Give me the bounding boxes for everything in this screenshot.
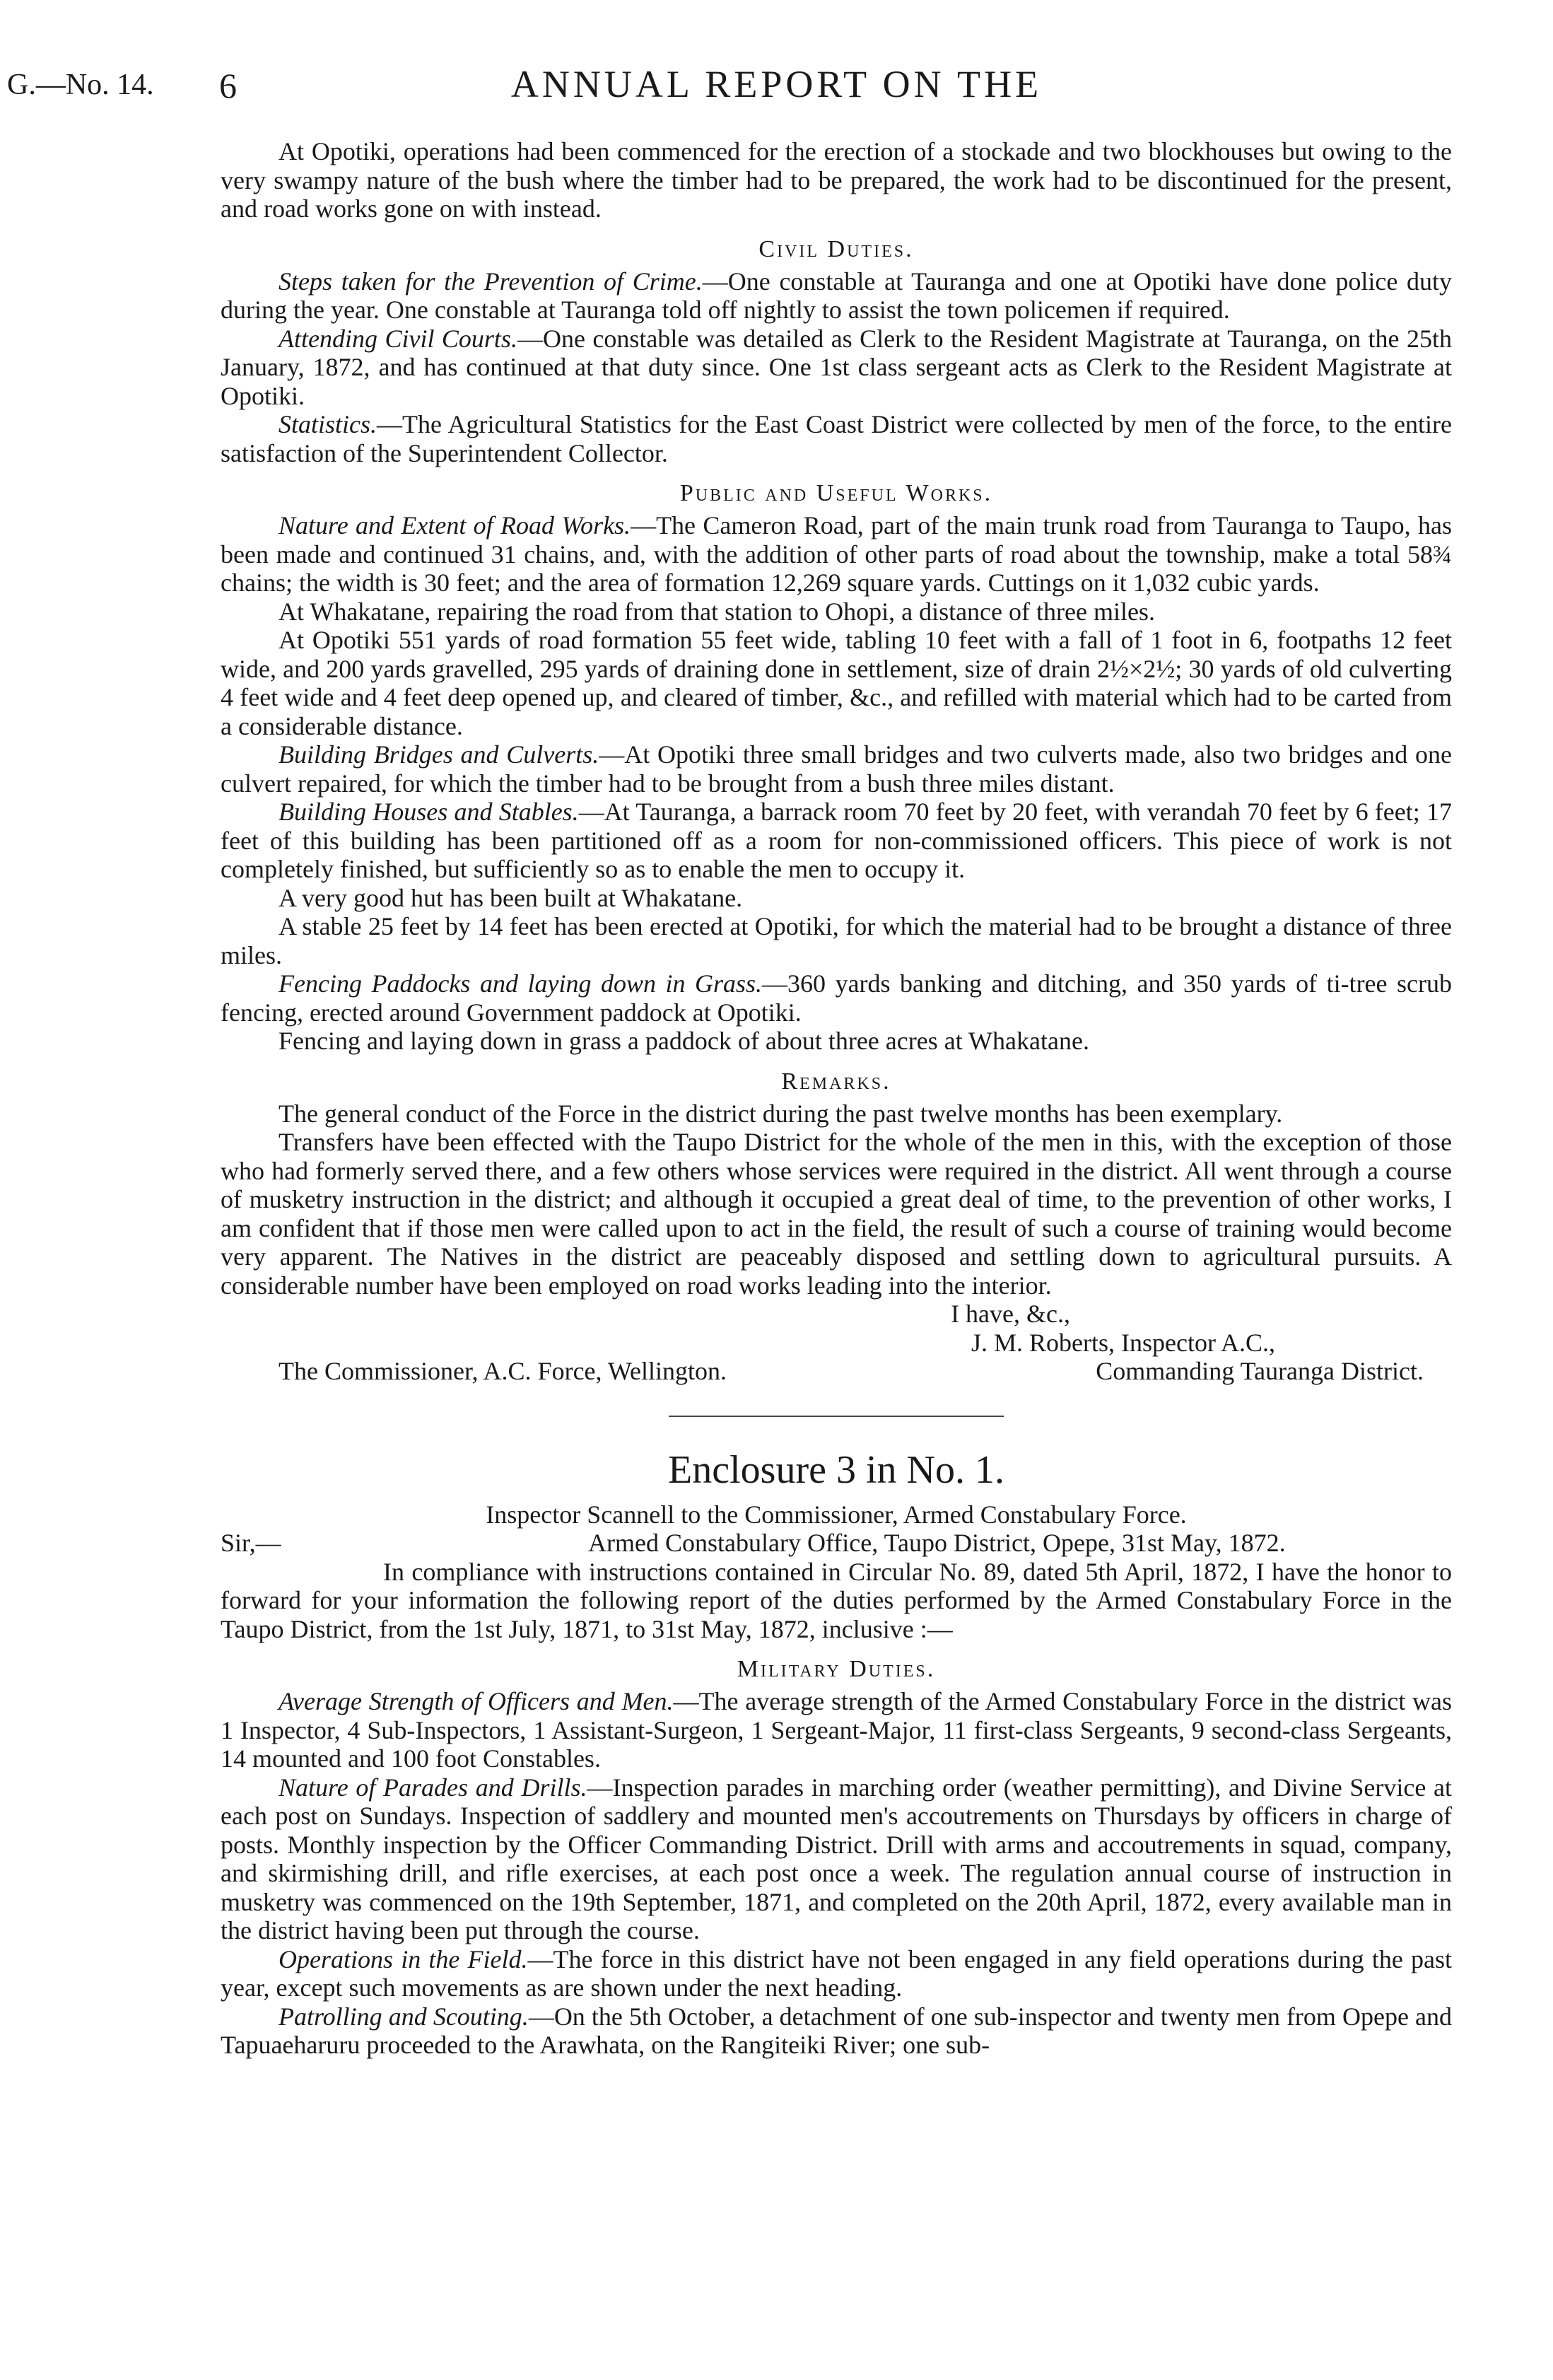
running-title: ANNUAL REPORT ON THE — [510, 63, 1043, 105]
field-operations-paragraph: Operations in the Field.—The force in this district have not been engaged in any field operations during the past year, except such movements as are shown under the next heading. — [221, 1944, 1452, 2002]
hut-paragraph: A very good hut has been built at Whakatane. — [279, 883, 743, 912]
public-works-heading: Public and Useful Works. — [679, 480, 993, 506]
paragraph-label: Building Houses and Stables. — [279, 798, 579, 826]
paragraph-label: Operations in the Field. — [279, 1944, 528, 1973]
document-reference: G.—No. 14. — [7, 69, 154, 101]
paragraph-label: Building Bridges and Culverts. — [279, 740, 599, 769]
dateline-row — [221, 1529, 1452, 1558]
enclosure-subtitle: Inspector Scannell to the Commissioner, Armed Constabulary Force. — [486, 1500, 1187, 1529]
report-body — [221, 137, 1452, 2060]
opotiki-road-paragraph: At Opotiki 551 yards of road formation 55 feet wide, tabling 10 feet with a fall of 1 foot in 6, footpaths 12 feet wide, and 200 yards gravelled, 295 yards of draining done in settlement, size of drain 2½×2½; 30 yards of old culverting 4 feet wide and 4 feet deep opened up, and cleared of timber, &c., and refilled with material which had to be carted from a considerable distance. — [221, 626, 1452, 740]
remarks-paragraph: The general conduct of the Force in the district during the past twelve months has been exemplary. — [279, 1099, 1283, 1128]
paragraph-label: Average Strength of Officers and Men. — [279, 1687, 674, 1715]
dateline: Armed Constabulary Office, Taupo District, Opepe, 31st May, 1872. — [588, 1529, 1286, 1557]
civil-courts-paragraph: Attending Civil Courts.—One constable was detailed as Clerk to the Resident Magistrate at Tauranga, on the 25th January, 1872, and has continued at that duty since. One 1st class sergeant acts as Clerk to the Resident Magistrate at Opotiki. — [221, 324, 1452, 410]
paragraph-label: Steps taken for the Prevention of Crime. — [279, 267, 703, 296]
closing-line: I have, &c., — [951, 1300, 1070, 1328]
signature-title: Commanding Tauranga District. — [1096, 1357, 1424, 1385]
average-strength-paragraph: Average Strength of Officers and Men.—The average strength of the Armed Constabulary Force in the district was 1 Inspector, 4 Sub-Inspectors, 1 Assistant-Surgeon, 1 Sergeant-Major, 11 first-class Sergeants, 9 second-class Sergeants, 14 mounted and 100 foot Constables. — [221, 1687, 1452, 1773]
road-works-paragraph: Nature and Extent of Road Works.—The Cameron Road, part of the main trunk road from Tauranga to Taupo, has been made and continued 31 chains, and, with the addition of other parts of road about the township, make a total 58¾ chains; the width is 30 feet; and the area of formation 12,269 square yards. Cuttings on it 1,032 cubic yards. — [221, 511, 1452, 597]
paragraph-label: Fencing Paddocks and laying down in Grass. — [279, 969, 763, 998]
page-header — [0, 59, 1553, 116]
intro-paragraph: At Opotiki, operations had been commenced for the erection of a stockade and two blockhouses but owing to the very swampy nature of the bush where the timber had to be prepared, the work had to be discontinued for the present, and road works gone on with instead. — [221, 137, 1452, 223]
fencing-whakatane-paragraph: Fencing and laying down in grass a paddock of about three acres at Whakatane. — [279, 1027, 1089, 1055]
civil-duties-heading: Civil Duties. — [758, 235, 914, 262]
crime-prevention-paragraph: Steps taken for the Prevention of Crime.—One constable at Tauranga and one at Opotiki have done police duty during the year. One constable at Tauranga told off nightly to assist the town policemen if required. — [221, 267, 1452, 324]
military-duties-heading: Military Duties. — [737, 1656, 936, 1682]
statistics-paragraph: Statistics.—The Agricultural Statistics for the East Coast District were collected by men of the force, to the entire satisfaction of the Superintendent Collector. — [221, 410, 1452, 467]
houses-paragraph: Building Houses and Stables.—At Tauranga, a barrack room 70 feet by 20 feet, with verandah 70 feet by 6 feet; 17 feet of this building has been partitioned off as a room for non-commissioned officers. This piece of work is not completely finished, but sufficiently so as to enable the men to occupy it. — [221, 798, 1452, 883]
paragraph-label: Attending Civil Courts. — [279, 324, 517, 353]
parades-paragraph: Nature of Parades and Drills.—Inspection parades in marching order (weather permitting), and Divine Service at each post on Sundays. Inspection of saddlery and mounted men's accoutrements on Thursdays by officers in charge of posts. Monthly inspection by the Officer Commanding District. Drill with arms and accoutrements in squad, company, and skirmishing drill, and rifle exercises, at each post once a week. The regulation annual course of instruction in musketry was commenced on the 19th September, 1871, and completed on the 20th April, 1872, every available man in the district having been put through the course. — [221, 1773, 1452, 1944]
salutation: Sir,— — [221, 1529, 281, 1557]
patrolling-paragraph: Patrolling and Scouting.—On the 5th October, a detachment of one sub-inspector and twenty men from Opepe and Tapuaeharuru proceeded to the Arawhata, on the Rangiteiki River; one sub- — [221, 2002, 1452, 2059]
bridges-paragraph: Building Bridges and Culverts.—At Opotiki three small bridges and two culverts made, also two bridges and one culvert repaired, for which the timber had to be brought from a bush three miles distant. — [221, 740, 1452, 798]
remarks-heading: Remarks. — [781, 1068, 891, 1095]
fencing-paragraph: Fencing Paddocks and laying down in Grass.—360 yards banking and ditching, and 350 yards of ti-tree scrub fencing, erected around Government paddock at Opotiki. — [221, 969, 1453, 1027]
enclosure-title: Enclosure 3 in No. 1. — [668, 1447, 1004, 1492]
whakatane-road-paragraph: At Whakatane, repairing the road from that station to Ohopi, a distance of three miles. — [279, 597, 1155, 626]
paragraph-label: Statistics. — [279, 410, 377, 438]
stable-paragraph: A stable 25 feet by 14 feet has been erected at Opotiki, for which the material had to be brought a distance of three miles. — [221, 912, 1452, 969]
paragraph-label: Nature of Parades and Drills. — [279, 1773, 587, 1802]
paragraph-label: Nature and Extent of Road Works. — [279, 511, 631, 539]
signature-line: J. M. Roberts, Inspector A.C., — [971, 1328, 1275, 1357]
remarks-paragraph: Transfers have been effected with the Taupo District for the whole of the men in this, with the exception of those who had formerly served there, and a few others whose services were required in the district. All went through a course of musketry instruction in the district; and although it occupied a great deal of time, to the prevention of other works, I am confident that if those men were called upon to act in the field, the result of such a course of training would become very apparent. The Natives in the district are peaceably disposed and settling down to agricultural pursuits. A considerable number have been employed on road works leading into the interior. — [221, 1128, 1452, 1300]
opening-paragraph: In compliance with instructions contained in Circular No. 89, dated 5th April, 1872, I have the honor to forward for your information the following report of the duties performed by the Armed Constabulary Force in the Taupo District, from the 1st July, 1871, to 31st May, 1872, inclusive :— — [221, 1557, 1452, 1643]
signature-row — [221, 1357, 1452, 1386]
section-divider — [669, 1416, 1004, 1417]
paragraph-label: Patrolling and Scouting. — [279, 2002, 529, 2031]
page-number: 6 — [219, 66, 237, 105]
addressee: The Commissioner, A.C. Force, Wellington. — [279, 1357, 727, 1385]
